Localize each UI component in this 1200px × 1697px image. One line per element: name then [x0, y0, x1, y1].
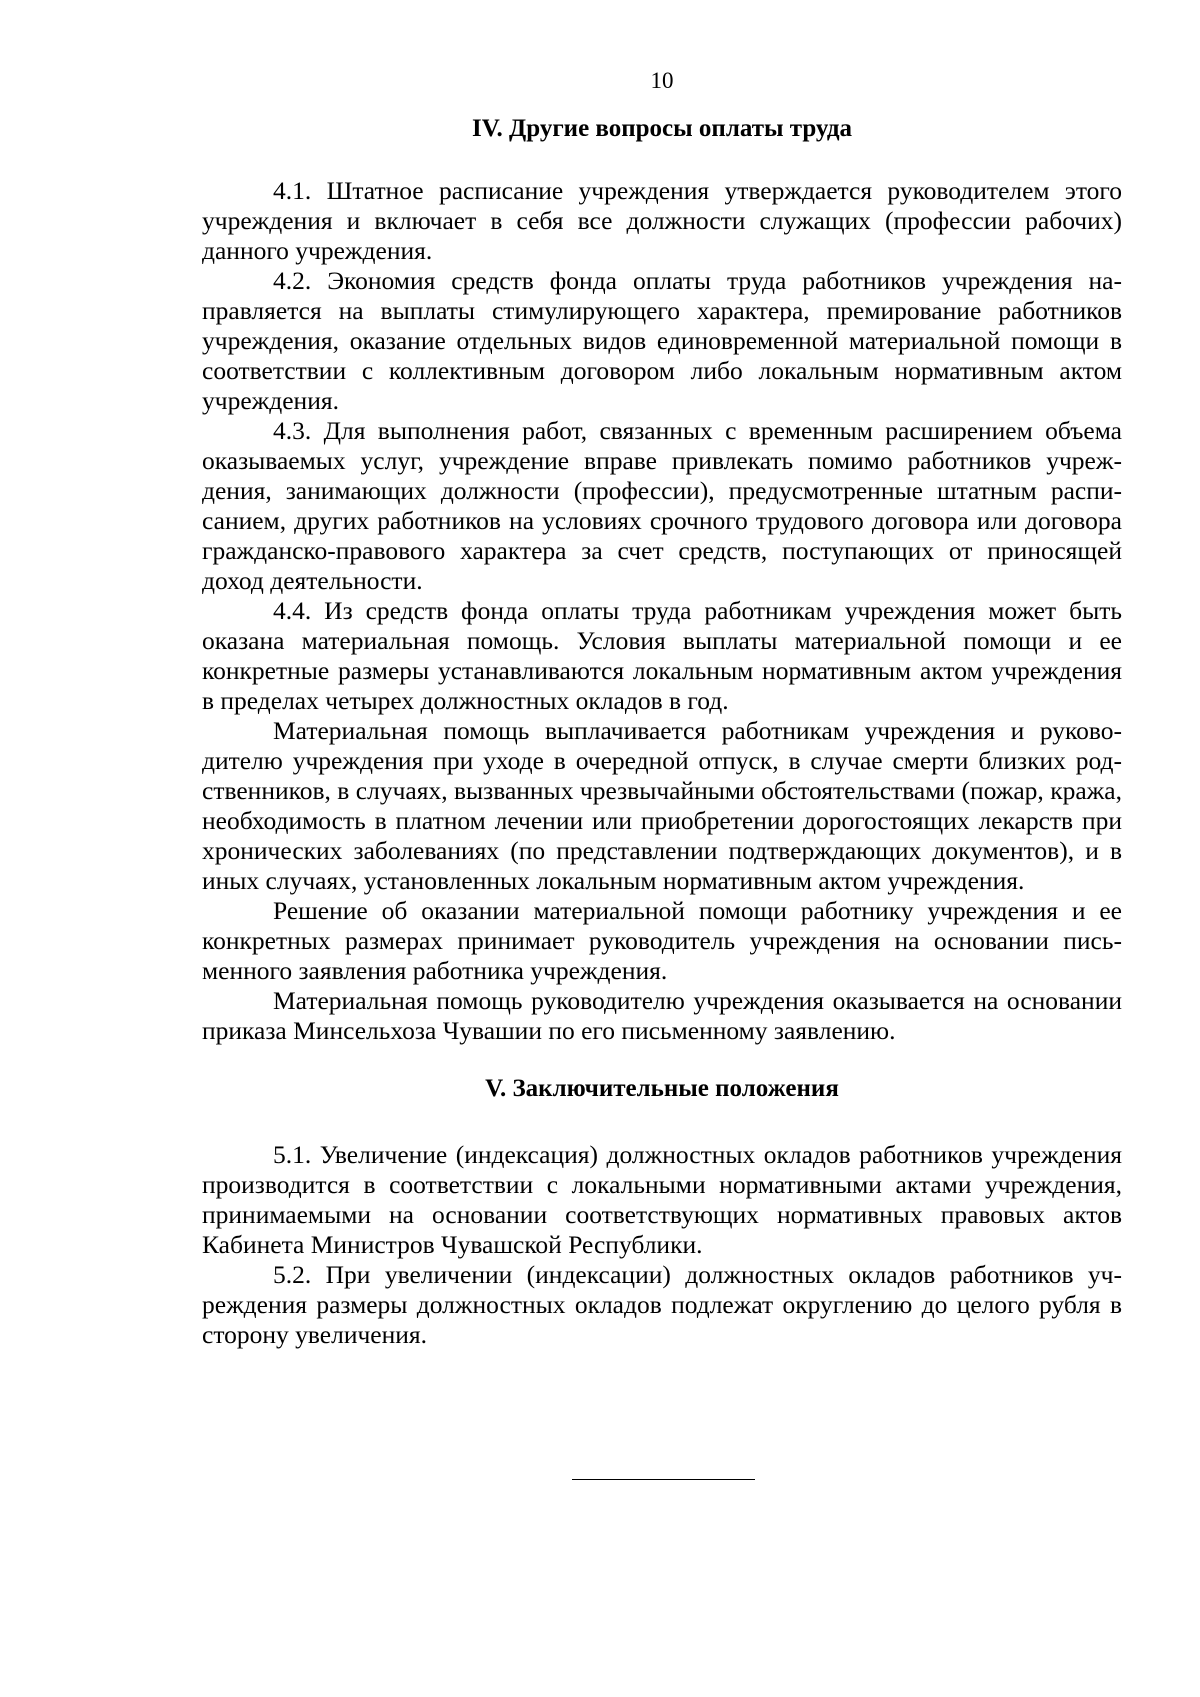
section-body-iv	[202, 176, 1122, 1046]
paragraph-4-4-material-aid: Материальная помощь выплачивается работникам учреждения и руководителю учреждения при уходе в очередной отпуск, в случае смерти близких родственников, в случаях, вызванных чрезвычайными обстоятельствами (пожар, кража, необходимость в платном лечении или приобретении дорогостоящих лекарств при хронических заболеваниях (по представлении подтверждающих документов), и в иных случаях, установленных локальным нормативным актом учреждения.	[202, 716, 1122, 895]
paragraph-4-3: 4.3. Для выполнения работ, связанных с временным расширением объема оказываемых услуг, учреждение вправе привлекать помимо работников учреждения, занимающих должности (профессии), предусмотренные штатным расписанием, других работников на условиях срочного трудового договора или договора гражданско-правового характера за счет средств, поступающих от приносящей доход деятельности.	[202, 416, 1122, 595]
paragraph-5-1: 5.1. Увеличение (индексация) должностных окладов работников учреждения производится в соответствии с локальными нормативными актами учреждения, принимаемыми на основании соответствующих нормативных правовых актов Кабинета Министров Чувашской Республики.	[202, 1140, 1122, 1259]
paragraph-4-2: 4.2. Экономия средств фонда оплаты труда работников учреждения направляется на выплаты стимулирующего характера, премирование работников учреждения, оказание отдельных видов единовременной материальной помощи в соответствии с коллективным договором либо локальным нормативным актом учреждения.	[202, 266, 1122, 415]
section-title-iv: IV. Другие вопросы оплаты труда	[471, 115, 852, 142]
section-title-v: V. Заключительные положения	[485, 1075, 839, 1102]
paragraph-4-4: 4.4. Из средств фонда оплаты труда работникам учреждения может быть оказана материальная помощь. Условия выплаты материальной помощи и ее конкретные размеры устанавливаются локальным нормативным актом учреждения в пределах четырех должностных окладов в год.	[202, 596, 1122, 715]
paragraph-5-2: 5.2. При увеличении (индексации) должностных окладов работников учреждения размеры должностных окладов подлежат округлению до целого рубля в сторону увеличения.	[202, 1260, 1122, 1349]
paragraph-4-4-head-aid: Материальная помощь руководителю учреждения оказывается на основании приказа Минсельхоза Чувашии по его письменному заявлению.	[202, 986, 1122, 1045]
document-page	[202, 66, 1122, 1350]
paragraph-4-4-decision: Решение об оказании материальной помощи работнику учреждения и ее конкретных размерах принимает руководитель учреждения на основании письменного заявления работника учреждения.	[202, 896, 1122, 985]
page-number: 10	[650, 68, 674, 93]
end-separator-line	[572, 1479, 755, 1480]
section-body-v	[202, 1140, 1122, 1350]
paragraph-4-1: 4.1. Штатное расписание учреждения утверждается руководителем этого учреждения и включает в себя все должности служащих (профессии рабочих) данного учреждения.	[202, 176, 1122, 265]
